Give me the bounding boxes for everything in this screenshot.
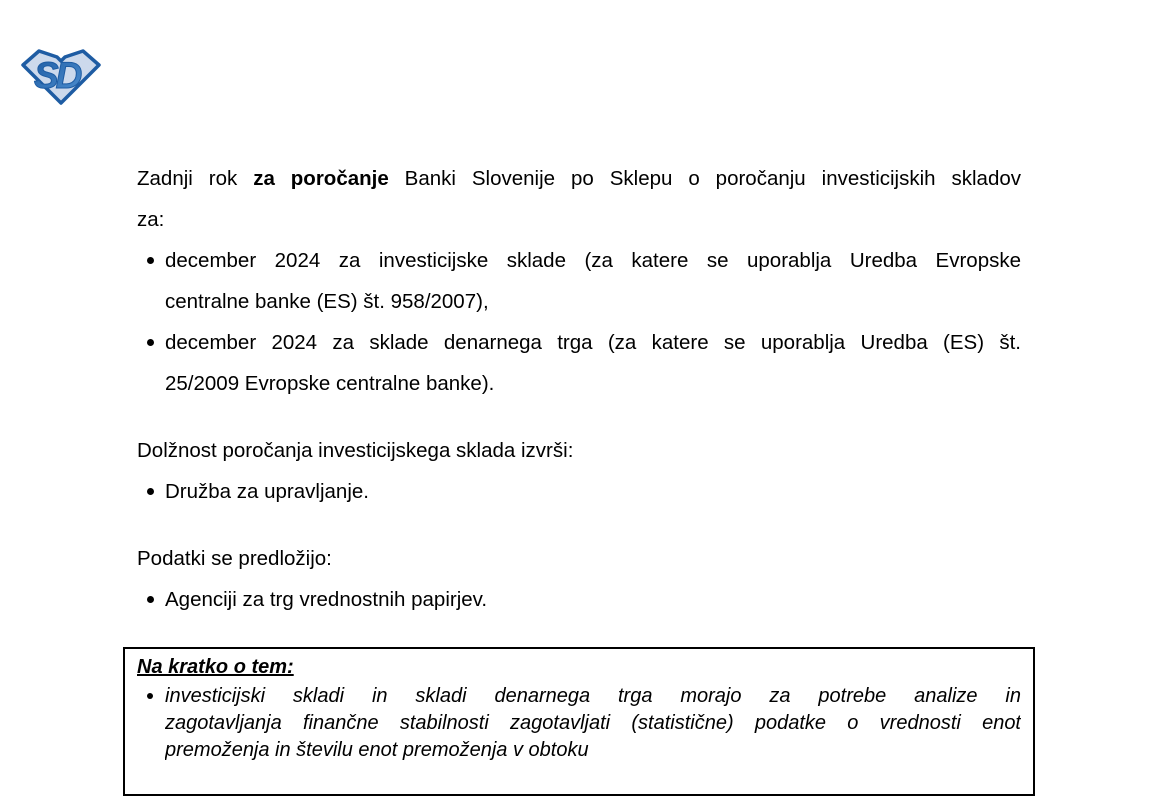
bullet-icon xyxy=(147,596,154,603)
info-box-title: Na kratko o tem: xyxy=(137,656,294,678)
logo-letters: SD xyxy=(34,55,80,96)
intro-line-1 xyxy=(137,158,1021,199)
bullet-text-line: 25/2009 Evropske centralne banke). xyxy=(165,372,495,395)
bullet-text-line: december 2024 za investicijske sklade (za katere se uporablja Uredba Evropske xyxy=(165,249,1021,272)
document-content xyxy=(137,158,1021,796)
list-item xyxy=(137,471,1021,512)
bullet-text-line: Agenciji za trg vrednostnih papirjev. xyxy=(165,588,488,611)
intro-text-prefix: Zadnji rok xyxy=(137,167,254,190)
sd-logo-graphic xyxy=(20,45,102,107)
bullet-text-line: Družba za upravljanje. xyxy=(165,480,369,503)
info-box-text-line: investicijski skladi in skladi denarnega trga morajo za potrebe analize in xyxy=(165,685,1021,707)
list-item xyxy=(137,579,1021,620)
duty-heading: Dolžnost poročanja investicijskega sklada izvrši: xyxy=(137,439,574,462)
bullet-text-line: december 2024 za sklade denarnega trga (za katere se uporablja Uredba (ES) št. xyxy=(165,331,1021,354)
list-item xyxy=(137,240,1021,322)
intro-paragraph xyxy=(137,158,1021,240)
info-box-text-line: zagotavljanja finančne stabilnosti zagotavljati (statistične) podatke o vrednosti enot xyxy=(165,712,1021,734)
sd-logo xyxy=(20,45,102,107)
info-box xyxy=(123,647,1035,796)
submission-list xyxy=(137,579,1021,620)
bullet-icon xyxy=(147,339,154,346)
intro-text-suffix: Banki Slovenije po Sklepu o poročanju investicijskih skladov xyxy=(388,167,1021,190)
submission-heading: Podatki se predložijo: xyxy=(137,547,332,570)
intro-bold-text: za poročanje xyxy=(253,167,389,190)
list-item xyxy=(137,683,1021,764)
duty-list xyxy=(137,471,1021,512)
bullet-icon xyxy=(147,257,154,264)
intro-line-2: za: xyxy=(137,208,165,231)
bullet-icon xyxy=(147,488,154,495)
bullet-text-line: centralne banke (ES) št. 958/2007), xyxy=(165,290,489,313)
deadline-list xyxy=(137,240,1021,404)
info-box-text-line: premoženja in številu enot premoženja v obtoku xyxy=(165,739,589,761)
bullet-icon xyxy=(147,693,153,699)
list-item xyxy=(137,322,1021,404)
